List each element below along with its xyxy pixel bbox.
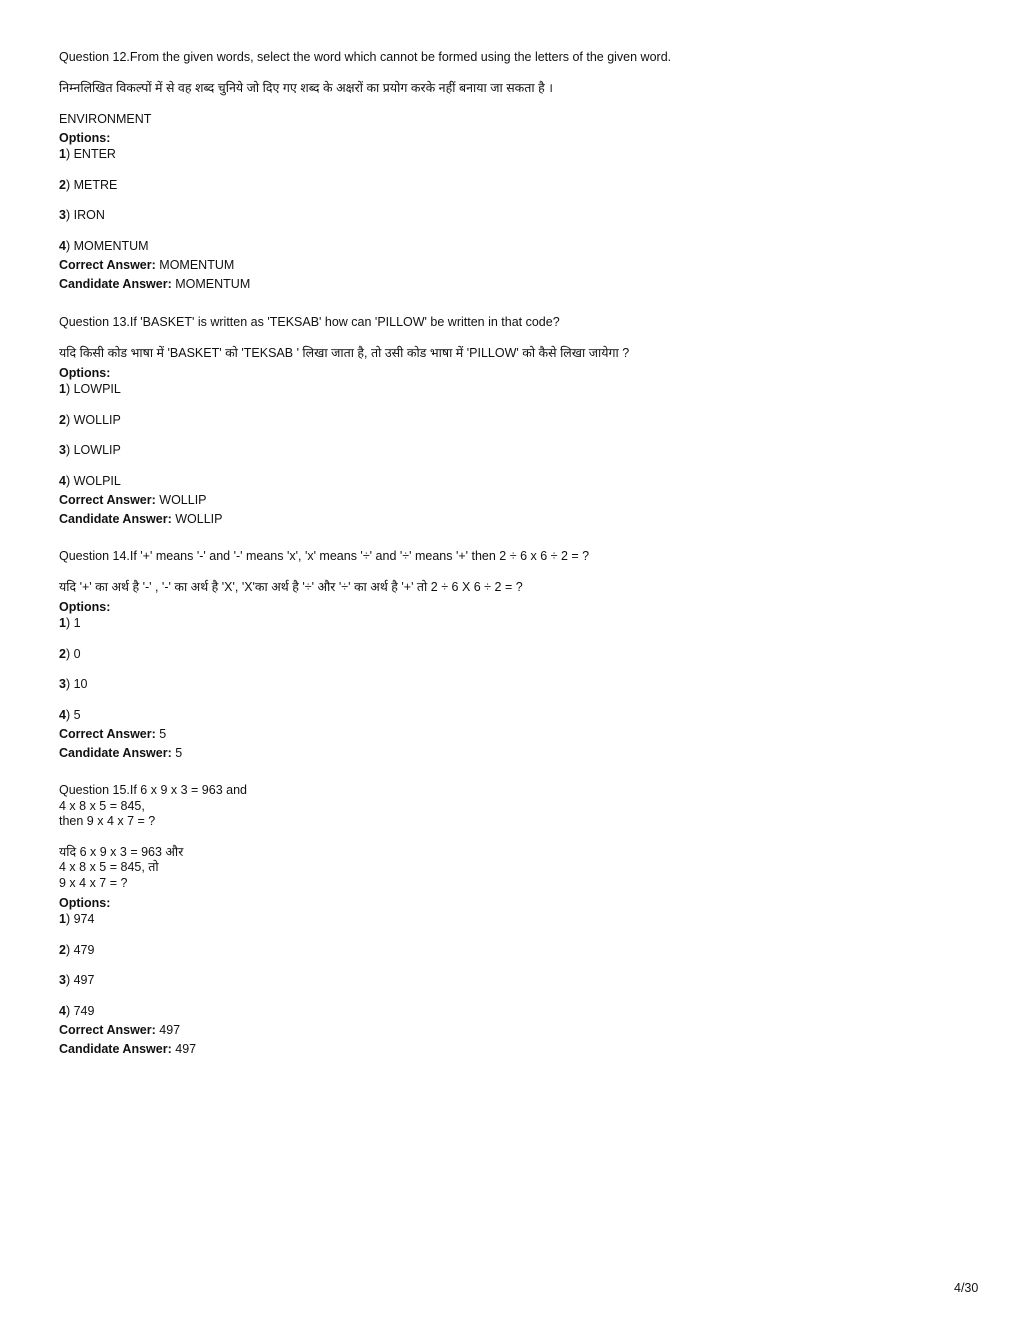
option-3: 3) 10 (59, 677, 88, 691)
option-1: 1) 1 (59, 616, 81, 630)
option-2: 2) 0 (59, 646, 81, 661)
option-3: 3) IRON (59, 208, 105, 222)
correct-answer: Correct Answer: MOMENTUM (59, 257, 235, 272)
question-title: Question 12.From the given words, select the word which cannot be formed using the letters of the given word. (59, 50, 672, 64)
question-15 (59, 783, 959, 1057)
options-label: Options: (59, 600, 111, 614)
question-hindi-line: 9 x 4 x 7 = ? (59, 875, 128, 890)
question-title: Question 14.If '+' means '-' and '-' means 'x', 'x' means '÷' and '÷' means '+' then 2 ÷ 6 x 6 ÷ 2 = ? (59, 549, 590, 563)
question-hindi-line: 4 x 8 x 5 = 845, तो (59, 860, 159, 874)
option-2: 2) WOLLIP (59, 412, 121, 427)
correct-answer: Correct Answer: WOLLIP (59, 492, 207, 507)
candidate-answer: Candidate Answer: 5 (59, 745, 183, 760)
option-1: 1) 974 (59, 912, 95, 926)
question-title-line: 4 x 8 x 5 = 845, (59, 798, 145, 813)
question-hindi: यदि किसी कोड भाषा में 'BASKET' को 'TEKSAB ' लिखा जाता है, तो उसी कोड भाषा में 'PILLOW' को कैसे लिखा जायेगा ? (59, 346, 630, 360)
candidate-answer: Candidate Answer: WOLLIP (59, 511, 223, 526)
option-3: 3) 497 (59, 973, 95, 987)
option-2: 2) METRE (59, 177, 118, 192)
option-4: 4) MOMENTUM (59, 238, 149, 253)
given-word: ENVIRONMENT (59, 112, 152, 126)
options-label: Options: (59, 131, 111, 145)
option-3: 3) LOWLIP (59, 443, 121, 457)
correct-answer: Correct Answer: 5 (59, 726, 167, 741)
candidate-answer: Candidate Answer: 497 (59, 1041, 197, 1056)
question-13 (59, 314, 959, 527)
options-label: Options: (59, 366, 111, 380)
option-1: 1) LOWPIL (59, 382, 121, 396)
question-14 (59, 548, 959, 761)
question-12 (59, 49, 959, 292)
correct-answer: Correct Answer: 497 (59, 1022, 181, 1037)
question-title-line: Question 15.If 6 x 9 x 3 = 963 and (59, 783, 247, 797)
candidate-answer: Candidate Answer: MOMENTUM (59, 276, 251, 291)
question-hindi: यदि '+' का अर्थ है '-' , '-' का अर्थ है 'X', 'X'का अर्थ है '÷' और '÷' का अर्थ है '+' तो 2 ÷ 6 X 6 ÷ 2 = ? (59, 580, 523, 594)
question-hindi-line: यदि 6 x 9 x 3 = 963 और (59, 844, 184, 859)
options-label: Options: (59, 896, 111, 910)
option-4: 4) 5 (59, 707, 81, 722)
question-title-line: then 9 x 4 x 7 = ? (59, 814, 156, 828)
option-4: 4) WOLPIL (59, 473, 121, 488)
page-number: 4/30 (954, 1281, 979, 1295)
option-2: 2) 479 (59, 942, 95, 957)
question-title: Question 13.If 'BASKET' is written as 'TEKSAB' how can 'PILLOW' be written in that code? (59, 315, 560, 329)
option-4: 4) 749 (59, 1003, 95, 1018)
question-hindi: निम्नलिखित विकल्पों में से वह शब्द चुनिये जो दिए गए शब्द के अक्षरों का प्रयोग करके नहीं बनाया जा सकता है । (59, 81, 553, 95)
option-1: 1) ENTER (59, 147, 116, 161)
